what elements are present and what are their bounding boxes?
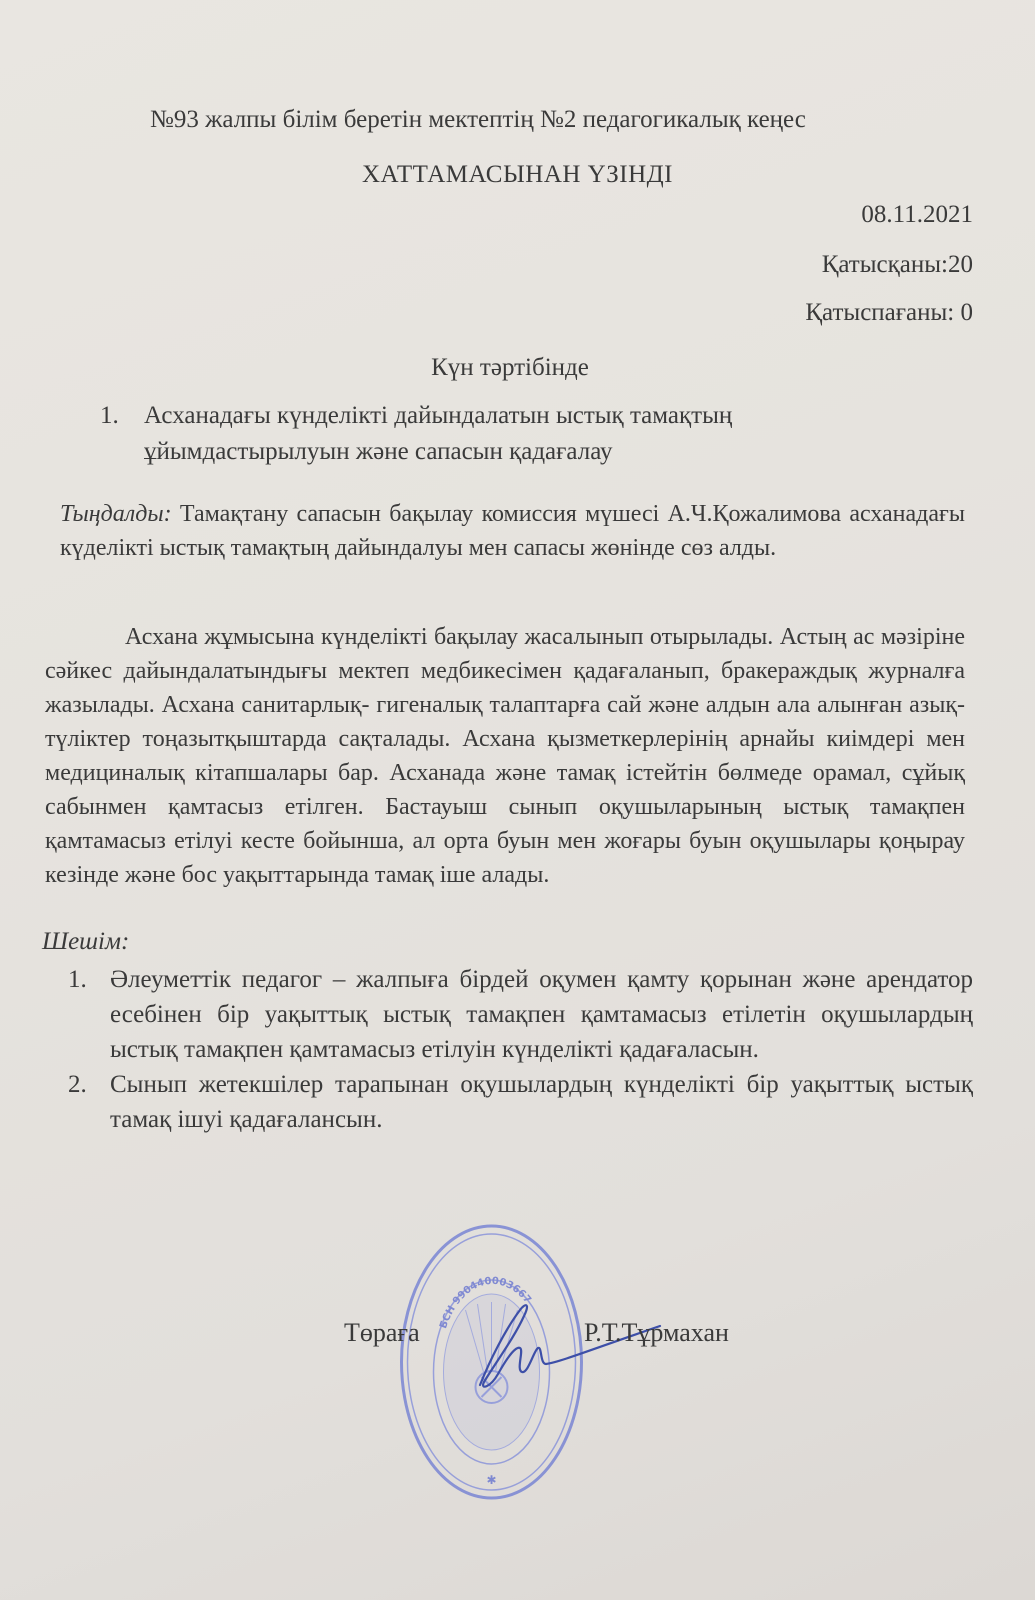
- chair-role: Төраға: [344, 1318, 420, 1347]
- svg-text:БСН 990440003667: БСН 990440003667: [438, 1275, 533, 1331]
- decision-item-text: Сынып жетекшілер тарапынан оқушылардың күнделікті бір уақыттық ыстық тамақ ішуі қадағалансын.: [110, 1071, 973, 1133]
- agenda-item-number: 1.: [100, 402, 119, 429]
- attendance-absent: Қатыспағаны: 0: [805, 299, 973, 326]
- decision-item-text: Әлеуметтік педагог – жалпыға бірдей оқумен қамту қорынан және арендатор есебінен бір уақыттық ыстық тамақпен қамтамасыз етілетін оқушылардың ыстық тамақпен қамтамасыз етілуін күнделікті қадағаласын.: [110, 966, 973, 1063]
- heard-label: Тыңдалды:: [60, 501, 172, 527]
- decision-item: [68, 1067, 973, 1137]
- decision-item-number: 1.: [68, 966, 87, 993]
- chair-name: Р.Т.Тұрмахан: [584, 1318, 729, 1347]
- meeting-date: 08.11.2021: [861, 201, 973, 228]
- decision-list: [68, 962, 973, 1137]
- decision-heading: Шешім:: [42, 928, 130, 955]
- agenda-heading: Күн тәртібінде: [431, 354, 589, 381]
- document-title: №93 жалпы білім беретін мектептің №2 педагогикалық кеңес: [150, 106, 806, 133]
- heard-text: Тамақтану сапасын бақылау комиссия мүшесі А.Ч.Қожалимова асханадағы күделікті ыстық тамақтың дайындалуы мен сапасы жөнінде сөз алды.: [60, 501, 965, 561]
- agenda-item: [100, 398, 800, 470]
- attendance-present: Қатысқаны:20: [821, 251, 973, 278]
- report-body: Асхана жұмысына күнделікті бақылау жасалынып отырылады. Астың ас мәзіріне сәйкес дайындалатындығы мектеп медбикесімен қадағаланып, бракераждық журналға жазылады. Асхана санитарлық- гигеналық талаптарға сай және алдын ала алынған азық- түліктер тоңазытқыштарда сақталады. Асхана қызметкерлерінің арнайы киімдері мен медициналық кітапшалары бар. Асханада және тамақ істейтін бөлмеде орамал, сұйық сабынмен қамтасыз етілген. Бастауыш сынып оқушыларының ыстық тамақпен қамтамасыз етілуі кесте бойынша, ал орта буын мен жоғары буын оқушылары қоңырау кезінде және бос уақыттарында тамақ іше алады.: [45, 624, 965, 888]
- decision-item-number: 2.: [68, 1071, 87, 1098]
- heard-paragraph: [60, 497, 965, 565]
- agenda-item-text: Асханадағы күнделікті дайындалатын ыстық тамақтың ұйымдастырылуын және сапасын қадағалау: [144, 402, 733, 465]
- document-subtitle: ХАТТАМАСЫНАН ҮЗІНДІ: [361, 161, 674, 188]
- decision-item: [68, 962, 973, 1067]
- svg-text:✱: ✱: [486, 1473, 497, 1487]
